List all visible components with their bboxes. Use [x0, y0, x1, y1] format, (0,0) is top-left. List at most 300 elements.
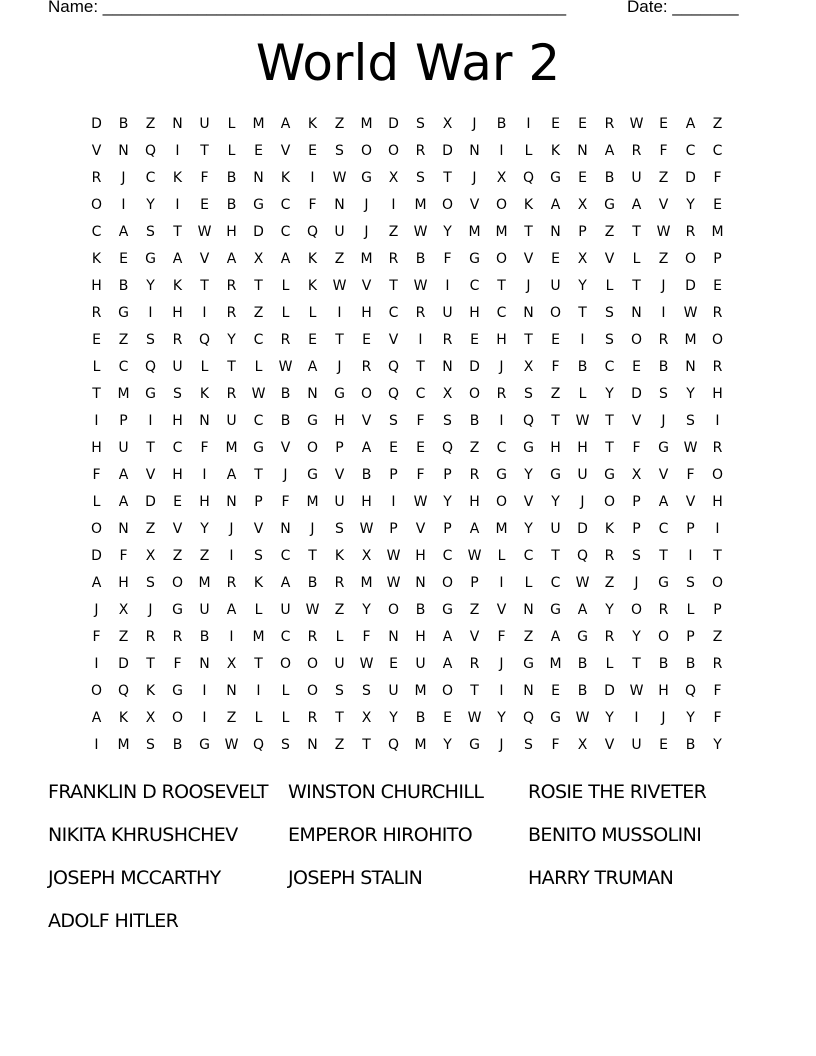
grid-letter: I: [94, 413, 99, 429]
grid-letter: Y: [200, 521, 209, 537]
grid-row: [83, 489, 731, 516]
word-list-item: HARRY TRUMAN: [528, 867, 674, 889]
grid-letter: S: [335, 143, 344, 159]
grid-letter: R: [712, 656, 723, 672]
grid-letter: O: [711, 575, 724, 591]
grid-row: [83, 624, 731, 651]
grid-letter: Y: [443, 737, 452, 753]
grid-letter: Q: [144, 359, 157, 375]
grid-row: [83, 354, 731, 381]
word-list-item: BENITO MUSSOLINI: [528, 824, 702, 846]
grid-letter: L: [605, 656, 614, 672]
grid-letter: E: [308, 332, 317, 348]
grid-letter: R: [172, 629, 183, 645]
grid-letter: J: [364, 224, 369, 240]
grid-letter: V: [469, 629, 480, 645]
grid-letter: V: [415, 521, 426, 537]
grid-letter: N: [307, 386, 318, 402]
grid-letter: B: [226, 170, 237, 186]
grid-letter: S: [146, 224, 155, 240]
grid-letter: P: [713, 251, 722, 267]
grid-letter: J: [310, 521, 315, 537]
grid-letter: W: [575, 575, 590, 591]
grid-letter: F: [173, 656, 182, 672]
grid-letter: R: [415, 305, 426, 321]
grid-letter: E: [389, 656, 398, 672]
grid-letter: K: [523, 197, 534, 213]
grid-letter: T: [335, 332, 344, 348]
grid-letter: W: [386, 548, 401, 564]
grid-letter: D: [253, 224, 264, 240]
grid-letter: R: [685, 224, 696, 240]
grid-letter: H: [577, 440, 588, 456]
grid-letter: I: [202, 710, 207, 726]
grid-letter: Y: [632, 629, 641, 645]
grid-letter: R: [604, 629, 615, 645]
grid-letter: B: [415, 251, 426, 267]
grid-letter: I: [634, 710, 639, 726]
grid-letter: Z: [658, 251, 669, 267]
grid-letter: W: [332, 170, 347, 186]
grid-letter: Z: [334, 116, 345, 132]
grid-letter: G: [307, 467, 318, 483]
grid-letter: R: [334, 575, 345, 591]
grid-letter: S: [335, 521, 344, 537]
grid-letter: N: [523, 602, 534, 618]
grid-letter: O: [387, 143, 400, 159]
grid-letter: N: [442, 359, 453, 375]
grid-letter: R: [496, 386, 507, 402]
grid-letter: I: [94, 737, 99, 753]
grid-letter: S: [281, 737, 290, 753]
grid-letter: M: [306, 494, 319, 510]
grid-letter: L: [254, 602, 263, 618]
grid-letter: E: [659, 116, 668, 132]
grid-letter: R: [712, 359, 723, 375]
grid-letter: S: [605, 332, 614, 348]
grid-letter: N: [334, 197, 345, 213]
grid-letter: I: [499, 575, 504, 591]
grid-letter: V: [631, 413, 642, 429]
grid-letter: T: [416, 359, 425, 375]
grid-letter: J: [526, 278, 531, 294]
date-field-label: Date: _______: [627, 0, 739, 16]
grid-letter: H: [199, 494, 210, 510]
grid-letter: F: [443, 251, 452, 267]
grid-letter: O: [171, 710, 184, 726]
grid-letter: U: [388, 683, 399, 699]
grid-letter: I: [229, 629, 234, 645]
grid-letter: M: [252, 629, 265, 645]
grid-letter: U: [334, 656, 345, 672]
grid-letter: E: [578, 170, 587, 186]
grid-letter: K: [280, 170, 291, 186]
grid-letter: U: [334, 494, 345, 510]
grid-letter: G: [307, 413, 318, 429]
grid-letter: L: [497, 548, 506, 564]
grid-letter: W: [629, 683, 644, 699]
grid-letter: A: [442, 629, 453, 645]
grid-letter: E: [389, 440, 398, 456]
grid-letter: T: [524, 332, 533, 348]
grid-letter: Q: [522, 710, 535, 726]
grid-letter: Q: [684, 683, 697, 699]
grid-letter: P: [713, 602, 722, 618]
word-list: [48, 775, 768, 947]
grid-row: [83, 246, 731, 273]
grid-letter: P: [632, 494, 641, 510]
grid-letter: H: [712, 386, 723, 402]
grid-letter: S: [416, 170, 425, 186]
grid-letter: J: [661, 710, 666, 726]
grid-letter: H: [334, 413, 345, 429]
grid-letter: J: [580, 494, 585, 510]
grid-letter: F: [632, 440, 641, 456]
grid-letter: I: [499, 143, 504, 159]
grid-letter: V: [604, 251, 615, 267]
grid-letter: V: [523, 494, 534, 510]
grid-letter: B: [658, 656, 669, 672]
grid-letter: W: [467, 710, 482, 726]
grid-letter: Z: [388, 224, 399, 240]
grid-letter: L: [524, 575, 533, 591]
grid-letter: T: [551, 548, 560, 564]
grid-row: [83, 138, 731, 165]
grid-letter: T: [362, 737, 371, 753]
grid-letter: D: [469, 359, 480, 375]
grid-letter: C: [442, 548, 453, 564]
grid-letter: Z: [469, 602, 480, 618]
grid-letter: J: [337, 359, 342, 375]
grid-letter: O: [90, 683, 103, 699]
grid-letter: U: [550, 278, 561, 294]
grid-letter: Z: [550, 386, 561, 402]
grid-letter: J: [661, 278, 666, 294]
grid-letter: F: [416, 413, 425, 429]
grid-letter: I: [310, 170, 315, 186]
grid-letter: U: [199, 116, 210, 132]
grid-letter: T: [146, 656, 155, 672]
grid-letter: G: [550, 710, 561, 726]
grid-letter: B: [577, 683, 588, 699]
grid-letter: E: [578, 116, 587, 132]
grid-letter: N: [307, 737, 318, 753]
grid-letter: I: [202, 683, 207, 699]
grid-letter: B: [685, 737, 696, 753]
grid-letter: F: [713, 683, 722, 699]
grid-letter: M: [225, 440, 238, 456]
grid-letter: O: [171, 575, 184, 591]
grid-letter: K: [91, 251, 102, 267]
grid-letter: Z: [145, 521, 156, 537]
grid-letter: X: [145, 548, 156, 564]
grid-letter: Y: [686, 710, 695, 726]
grid-letter: V: [172, 521, 183, 537]
grid-letter: V: [658, 197, 669, 213]
word-list-item: FRANKLIN D ROOSEVELT: [48, 781, 268, 803]
grid-letter: P: [389, 467, 398, 483]
grid-letter: F: [686, 467, 695, 483]
grid-letter: C: [415, 386, 426, 402]
grid-letter: V: [253, 521, 264, 537]
grid-letter: O: [549, 305, 562, 321]
word-list-item: EMPEROR HIROHITO: [288, 824, 473, 846]
grid-letter: A: [658, 494, 669, 510]
grid-letter: O: [360, 386, 373, 402]
grid-letter: E: [470, 332, 479, 348]
grid-letter: G: [172, 683, 183, 699]
grid-letter: B: [415, 602, 426, 618]
grid-letter: F: [497, 629, 506, 645]
grid-letter: H: [415, 548, 426, 564]
name-field-label: Name: _________________________________________________: [48, 0, 567, 16]
grid-letter: G: [658, 575, 669, 591]
grid-letter: L: [92, 494, 101, 510]
grid-letter: G: [469, 251, 480, 267]
grid-letter: P: [443, 521, 452, 537]
grid-letter: R: [658, 602, 669, 618]
grid-letter: I: [256, 683, 261, 699]
grid-letter: G: [199, 737, 210, 753]
grid-letter: M: [495, 521, 508, 537]
grid-letter: R: [307, 629, 318, 645]
grid-letter: L: [686, 602, 695, 618]
grid-letter: K: [172, 278, 183, 294]
grid-letter: R: [226, 575, 237, 591]
grid-letter: G: [253, 197, 264, 213]
grid-letter: T: [659, 548, 668, 564]
grid-letter: U: [631, 737, 642, 753]
grid-letter: H: [172, 413, 183, 429]
grid-letter: V: [469, 197, 480, 213]
grid-letter: T: [254, 467, 263, 483]
grid-letter: I: [688, 548, 693, 564]
grid-letter: O: [495, 197, 508, 213]
grid-row: [83, 597, 731, 624]
grid-letter: A: [226, 467, 237, 483]
grid-letter: A: [604, 143, 615, 159]
grid-letter: X: [577, 251, 588, 267]
grid-letter: L: [632, 251, 641, 267]
grid-letter: D: [631, 386, 642, 402]
grid-letter: O: [279, 656, 292, 672]
grid-letter: Z: [334, 602, 345, 618]
grid-letter: M: [414, 197, 427, 213]
grid-letter: J: [121, 170, 126, 186]
grid-letter: H: [118, 575, 129, 591]
grid-letter: W: [332, 278, 347, 294]
grid-letter: F: [416, 467, 425, 483]
grid-letter: E: [713, 278, 722, 294]
grid-letter: G: [550, 602, 561, 618]
grid-letter: S: [686, 413, 695, 429]
grid-letter: O: [90, 521, 103, 537]
grid-letter: W: [197, 224, 212, 240]
grid-letter: E: [416, 440, 425, 456]
grid-letter: A: [91, 710, 102, 726]
grid-letter: O: [306, 656, 319, 672]
grid-letter: L: [335, 629, 344, 645]
grid-letter: L: [200, 359, 209, 375]
grid-letter: R: [307, 710, 318, 726]
grid-letter: E: [632, 359, 641, 375]
grid-letter: R: [91, 305, 102, 321]
grid-letter: V: [685, 494, 696, 510]
grid-letter: C: [280, 629, 291, 645]
grid-letter: X: [442, 386, 453, 402]
grid-letter: L: [281, 683, 290, 699]
grid-letter: V: [280, 143, 291, 159]
grid-letter: E: [713, 197, 722, 213]
grid-row: [83, 273, 731, 300]
grid-letter: T: [524, 224, 533, 240]
grid-letter: T: [146, 440, 155, 456]
grid-letter: E: [551, 332, 560, 348]
grid-row: [83, 462, 731, 489]
grid-letter: H: [91, 278, 102, 294]
grid-letter: Y: [443, 224, 452, 240]
grid-letter: T: [605, 413, 614, 429]
grid-letter: G: [145, 386, 156, 402]
grid-letter: C: [145, 170, 156, 186]
grid-letter: U: [442, 305, 453, 321]
grid-letter: T: [173, 224, 182, 240]
grid-letter: F: [92, 467, 101, 483]
grid-letter: S: [254, 548, 263, 564]
grid-letter: I: [580, 332, 585, 348]
grid-letter: E: [119, 251, 128, 267]
grid-letter: T: [254, 656, 263, 672]
grid-letter: L: [308, 305, 317, 321]
grid-letter: S: [524, 386, 533, 402]
grid-letter: S: [389, 413, 398, 429]
grid-letter: Z: [253, 305, 264, 321]
grid-letter: G: [172, 602, 183, 618]
grid-letter: F: [308, 197, 317, 213]
grid-letter: Y: [605, 710, 614, 726]
grid-letter: E: [200, 197, 209, 213]
grid-letter: D: [442, 143, 453, 159]
grid-letter: Q: [387, 359, 400, 375]
grid-letter: E: [443, 710, 452, 726]
grid-letter: M: [549, 656, 562, 672]
grid-letter: Q: [252, 737, 265, 753]
grid-letter: R: [712, 305, 723, 321]
grid-letter: O: [495, 251, 508, 267]
grid-letter: Y: [605, 602, 614, 618]
grid-letter: B: [199, 629, 210, 645]
grid-letter: D: [118, 656, 129, 672]
grid-letter: N: [226, 494, 237, 510]
grid-letter: Z: [334, 737, 345, 753]
grid-letter: M: [711, 224, 724, 240]
grid-letter: T: [713, 548, 722, 564]
grid-letter: Y: [146, 278, 155, 294]
grid-letter: W: [575, 413, 590, 429]
grid-letter: T: [470, 683, 479, 699]
grid-letter: L: [281, 710, 290, 726]
grid-letter: C: [91, 224, 102, 240]
grid-letter: A: [442, 656, 453, 672]
grid-letter: M: [198, 575, 211, 591]
grid-letter: P: [254, 494, 263, 510]
grid-letter: W: [656, 224, 671, 240]
grid-letter: J: [148, 602, 153, 618]
grid-letter: X: [118, 602, 129, 618]
grid-letter: A: [226, 251, 237, 267]
grid-letter: R: [226, 278, 237, 294]
grid-letter: T: [497, 278, 506, 294]
grid-letter: I: [391, 197, 396, 213]
grid-letter: K: [604, 521, 615, 537]
grid-letter: E: [551, 116, 560, 132]
grid-letter: L: [254, 710, 263, 726]
grid-letter: Y: [524, 467, 533, 483]
grid-letter: H: [91, 440, 102, 456]
grid-letter: S: [443, 413, 452, 429]
grid-letter: H: [496, 332, 507, 348]
grid-letter: Q: [306, 224, 319, 240]
grid-letter: O: [306, 440, 319, 456]
grid-letter: D: [685, 170, 696, 186]
grid-letter: R: [469, 656, 480, 672]
grid-letter: E: [173, 494, 182, 510]
grid-letter: F: [119, 548, 128, 564]
grid-letter: J: [364, 197, 369, 213]
grid-letter: X: [442, 116, 453, 132]
grid-letter: O: [360, 143, 373, 159]
grid-letter: R: [226, 386, 237, 402]
grid-letter: M: [117, 737, 130, 753]
grid-letter: F: [551, 359, 560, 375]
grid-letter: I: [715, 521, 720, 537]
grid-letter: H: [172, 305, 183, 321]
grid-letter: H: [361, 494, 372, 510]
grid-letter: Z: [658, 170, 669, 186]
grid-letter: X: [496, 170, 507, 186]
grid-letter: I: [337, 305, 342, 321]
grid-letter: P: [443, 467, 452, 483]
grid-letter: P: [686, 629, 695, 645]
grid-letter: F: [200, 170, 209, 186]
grid-letter: I: [121, 197, 126, 213]
grid-letter: T: [443, 170, 452, 186]
grid-letter: B: [469, 413, 480, 429]
grid-letter: B: [118, 278, 129, 294]
grid-letter: M: [414, 737, 427, 753]
grid-letter: I: [202, 467, 207, 483]
word-search-grid: [83, 111, 731, 759]
grid-letter: C: [523, 548, 534, 564]
grid-row: [83, 408, 731, 435]
grid-letter: Y: [605, 386, 614, 402]
grid-letter: S: [686, 575, 695, 591]
grid-letter: Y: [389, 710, 398, 726]
grid-letter: C: [604, 359, 615, 375]
grid-letter: K: [253, 575, 264, 591]
grid-letter: D: [685, 278, 696, 294]
grid-letter: S: [146, 332, 155, 348]
grid-letter: A: [280, 116, 291, 132]
grid-letter: S: [632, 548, 641, 564]
grid-letter: Y: [686, 386, 695, 402]
grid-letter: E: [254, 143, 263, 159]
grid-letter: C: [712, 143, 723, 159]
grid-letter: T: [632, 656, 641, 672]
grid-row: [83, 570, 731, 597]
grid-letter: A: [280, 575, 291, 591]
grid-letter: F: [200, 440, 209, 456]
